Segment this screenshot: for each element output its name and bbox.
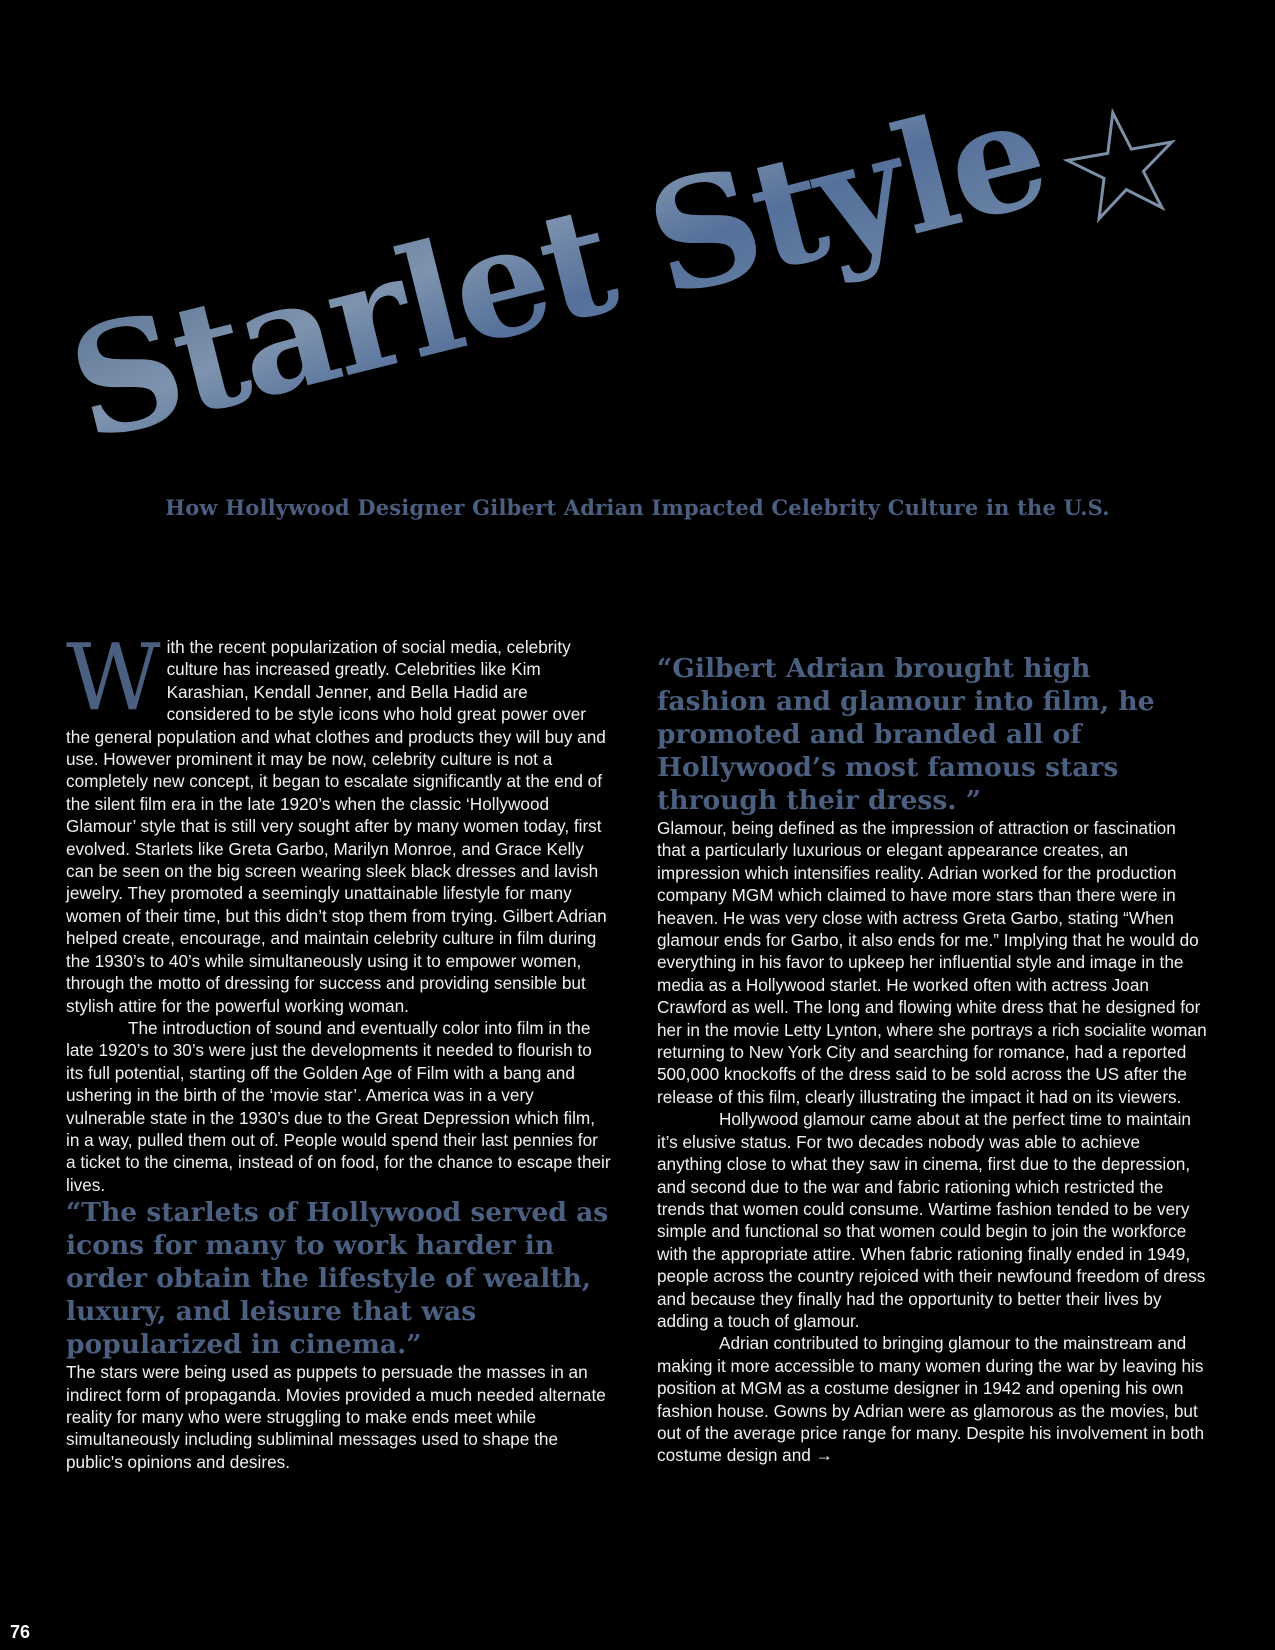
- star-outline-icon: [1061, 104, 1183, 223]
- dropcap: W: [66, 624, 161, 731]
- body-paragraph: Glamour, being defined as the impression of attraction or fascination that a particularly luxurious or elegant appearance creates, an impression which intensifies reality. Adrian worked for the production company MGM which claimed to have more stars than there were in heaven. He was very close with actress Greta Garbo, stating “When glamour ends for Garbo, it also ends for me.” Implying that he would do everything in his favor to upkeep her influential style and image in the media as a Hollywood starlet. He worked often with actress Joan Crawford as well. The long and flowing white dress that he designed for her in the movie Letty Lynton, where she portrays a rich socialite woman returning to New York City and searching for romance, had a reported 500,000 knockoffs of the dress said to be sold across the US after the release of this film, clearly illustrating the impact it had on its viewers.: [657, 818, 1207, 1107]
- right-column: [657, 652, 1207, 1467]
- pull-quote: “Gilbert Adrian brought high fashion and glamour into film, he promoted and branded all of Hollywood’s most famous stars through their dress. ”: [657, 653, 1155, 816]
- body-paragraph: Adrian contributed to bringing glamour to the mainstream and making it more accessible to many women during the war by leaving his position at MGM as a costume designer in 1942 and opening his own fashion house. Gowns by Adrian were as glamorous as the movies, but out of the average price range for many. Despite his involvement in both costume design and →: [657, 1333, 1205, 1466]
- body-paragraph: The stars were being used as puppets to persuade the masses in an indirect form of propaganda. Movies provided a much needed alternate reality for many who were struggling to make ends meet while simultaneously including subliminal messages used to shape the public's opinions and desires.: [66, 1362, 606, 1472]
- intro-paragraph: [66, 624, 611, 1017]
- subtitle: How Hollywood Designer Gilbert Adrian Impacted Celebrity Culture in the U.S.: [165, 495, 1110, 520]
- body-paragraph: Hollywood glamour came about at the perfect time to maintain it’s elusive status. For two decades nobody was able to achieve anything close to what they saw in cinema, first due to the depression, and second due to the war and fabric rationing which restricted the trends that women could consume. Wartime fashion tended to be very simple and functional so that women could begin to join the workforce with the appropriate attire. When fabric rationing finally ended in 1949, people across the country rejoiced with their newfound freedom of dress and because they finally had the opportunity to better their lives by adding a touch of glamour.: [657, 1109, 1206, 1331]
- page-number: 76: [10, 1622, 31, 1642]
- pull-quote: “The starlets of Hollywood served as icons for many to work harder in order obtain the lifestyle of wealth, luxury, and leisure that was popularized in cinema.”: [66, 1197, 609, 1361]
- left-column: [66, 624, 611, 1473]
- title-area: [0, 0, 1275, 520]
- title-graphic: [0, 0, 1275, 520]
- page-title: Starlet Style: [54, 63, 1061, 475]
- paragraph-text: ith the recent popularization of social media, celebrity culture has increased greatly. Celebrities like Kim Karashian, Kendall Jenner, and Bella Hadid are considered to be style icons who hold great power over the general population and what clothes and products they will buy and use. However prominent it may be now, celebrity culture is not a completely new concept, it began to escalate significantly at the end of the silent film era in the late 1920’s when the classic ‘Hollywood Glamour’ style that is still very sought after by many women today, first evolved. Starlets like Greta Garbo, Marilyn Monroe, and Grace Kelly can be seen on the big screen wearing sleek black dresses and lavish jewelry. They promoted a seemingly unattainable lifestyle for many women of their time, but this didn’t stop them from trying. Gilbert Adrian helped create, encourage, and maintain celebrity culture in film during the 1930’s to 40’s while simultaneously using it to empower women, through the motto of dressing for success and providing sensible but stylish attire for the powerful working woman.: [66, 637, 607, 1016]
- body-paragraph: The introduction of sound and eventually color into film in the late 1920’s to 30’s were just the developments it needed to flourish to its full potential, starting off the Golden Age of Film with a bang and ushering in the birth of the ‘movie star’. America was in a very vulnerable state in the 1930’s due to the Great Depression which film, in a way, pulled them out of. People would spend their last pennies for a ticket to the cinema, instead of on food, for the chance to escape their lives.: [66, 1017, 611, 1195]
